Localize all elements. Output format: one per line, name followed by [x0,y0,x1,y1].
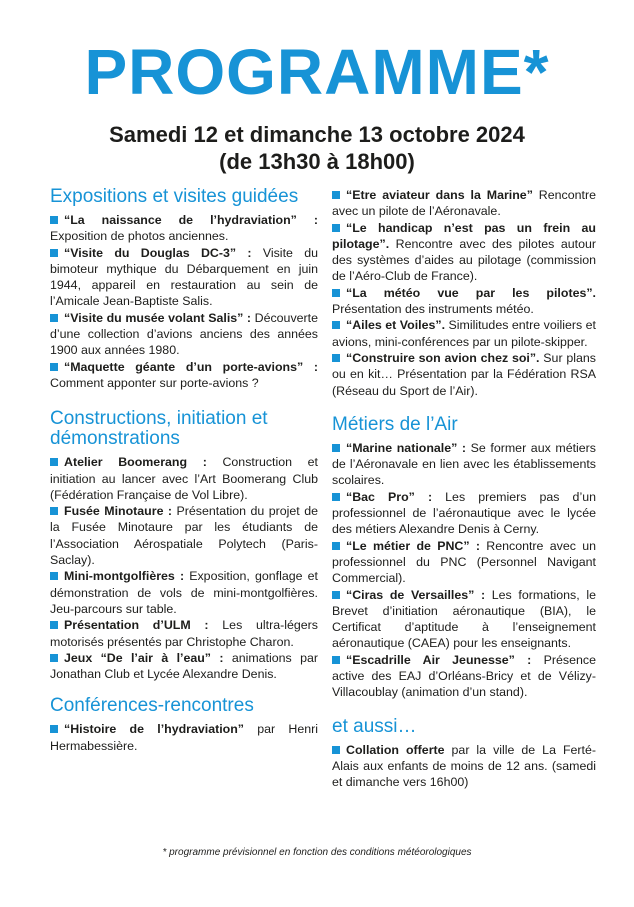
entry-text: Exposition, gonflage et démonstration de vols de mini-montgolfières. Jeu-parcours sur table. [50,569,318,616]
program-entry [332,489,596,538]
entry-label: “Construire son avion chez soi”. [346,350,540,365]
entry-text: Présentation du projet de la Fusée Minotaure par les étudiants de l’Association Aérospatiale Polytech (Paris-Saclay). [50,504,318,568]
left-column [50,187,318,754]
program-entry [332,587,596,652]
program-entry [332,350,596,399]
square-bullet-icon [332,493,340,501]
section-title-conferences: Conférences-rencontres [50,695,254,717]
entry-text: Les formations, le Brevet d’initiation aéronautique (BIA), le Certificat d’aptitude à l’enseignement aéronautique (CAEA) pour les enseignants. [332,587,596,651]
square-bullet-icon [50,314,58,322]
section-title-expositions: Expositions et visites guidées [50,186,299,207]
entry-text: Rencontre avec un pilote de l’Aéronavale. [332,188,596,219]
program-entry [332,220,596,285]
program-entry [50,568,318,617]
entry-label: “La météo vue par les pilotes”. [346,285,596,300]
entry-text: Similitudes entre voiliers et avions, mini-conférences par un pilote-skipper. [332,318,596,349]
square-bullet-icon [50,249,58,257]
square-bullet-icon [332,591,340,599]
entry-label: Atelier Boomerang : [64,455,207,470]
footnote: * programme prévisionnel en fonction des conditions météorologiques [162,847,472,858]
square-bullet-icon [332,321,340,329]
section-title-constructions: Constructions, initiation et démonstrations [50,408,268,450]
entry-label: Fusée Minotaure : [64,504,173,519]
square-bullet-icon [332,224,340,232]
square-bullet-icon [50,725,58,733]
section-conferences-continued [332,187,596,399]
entry-label: “Marine nationale” : [346,440,467,455]
entry-text: Comment apponter sur porte-avions ? [50,375,259,390]
entry-label: “Etre aviateur dans la Marine” [346,188,533,202]
entry-text: Sur plans ou en kit… Présentation par la Fédération RSA (Réseau du Sport de l’Air). [332,350,596,398]
program-entry [50,617,318,650]
entry-list [50,454,318,682]
section-expositions [50,187,318,391]
square-bullet-icon [50,621,58,629]
program-entry [50,245,318,310]
entry-label: “Visite du Douglas DC-3” : [64,245,252,260]
entry-text: Les ultra-légers motorisés présentés par Christophe Charon. [50,618,318,649]
square-bullet-icon [332,746,340,754]
program-entry [50,212,318,245]
entry-label: “Le métier de PNC” : [346,538,480,553]
entry-list [50,212,318,391]
square-bullet-icon [50,458,58,466]
entry-text: Exposition de photos anciennes. [50,229,229,244]
square-bullet-icon [332,289,340,297]
entry-label: Collation offerte [346,742,445,757]
section-title-metiers: Métiers de l’Air [332,413,458,435]
event-dates: Samedi 12 et dimanche 13 octobre 2024 [109,122,525,147]
entry-label: “Visite du musée volant Salis” : [64,310,252,325]
program-entry [50,454,318,503]
event-hours: (de 13h30 à 18h00) [219,149,415,174]
program-entry [332,317,596,350]
entry-label: Jeux “De l’air à l’eau” : [64,650,224,665]
program-entry [332,742,596,791]
square-bullet-icon [50,363,58,371]
entry-text: Visite du bimoteur mythique du Débarquement en juin 1944, appareil en restauration au sein de l’Amicale Jean-Baptiste Salis. [50,245,318,309]
square-bullet-icon [50,216,58,224]
entry-text: Rencontre avec un professionnel du PNC (Personnel Navigant Commercial). [332,538,596,586]
program-entry [332,187,596,220]
entry-text: animations par Jonathan Club et Lycée Alexandre Denis. [50,650,318,682]
entry-label: Mini-montgolfières : [64,569,185,584]
entry-label: “Maquette géante d’un porte-avions” : [64,359,318,374]
entry-text: par la ville de La Ferté-Alais aux enfants de moins de 12 ans. (samedi et dimanche vers 16h00) [332,742,596,790]
page-title: PROGRAMME* [84,36,550,108]
entry-label: “Le handicap n’est pas un frein au pilotage”. [332,220,596,251]
entry-list [332,440,596,701]
program-entry [332,285,596,318]
square-bullet-icon [332,354,340,362]
entry-label: “Ailes et Voiles”. [346,318,446,333]
program-entry [332,440,596,489]
square-bullet-icon [332,542,340,550]
program-entry [50,721,318,754]
section-metiers [332,415,596,701]
section-title-aussi: et aussi… [332,715,417,737]
section-aussi [332,717,596,791]
square-bullet-icon [50,654,58,662]
entry-label: “La naissance de l’hydraviation” : [64,213,318,227]
section-conferences [50,696,318,754]
entry-label: “Histoire de l’hydraviation” [64,722,245,737]
entry-label: “Escadrille Air Jeunesse” : [346,652,532,667]
program-entry [50,503,318,568]
right-column [332,187,596,791]
square-bullet-icon [332,191,340,199]
entry-text: par Henri Hermabessière. [50,722,318,753]
entry-text: Se former aux métiers de l’Aéronavale en lien avec les établissements scolaires. [332,440,596,488]
program-entry [332,538,596,587]
entry-label: Présentation d’ULM : [64,618,209,633]
entry-text: Les premiers pas d’un professionnel de l’aéronautique avec le lycée des métiers Alexandre Denis à Cerny. [332,489,596,537]
entry-text: Rencontre avec des pilotes autour des systèmes d’aides au pilotage (commission de l’Aéro-Club de France). [332,236,596,284]
entry-list [50,721,318,754]
entry-text: Présence active des EAJ d’Orléans-Bricy et de Vélizy-Villacoublay (animation d’un stand). [332,652,596,700]
square-bullet-icon [50,507,58,515]
entry-list [332,742,596,791]
entry-label: “Ciras de Versailles” : [346,587,486,602]
square-bullet-icon [332,656,340,664]
entry-text: Présentation des instruments météo. [332,302,534,317]
program-entry [50,359,318,392]
square-bullet-icon [332,444,340,452]
program-entry [50,650,318,683]
entry-text: Découverte d’une collection d’avions anciens des années 1900 aux années 1980. [50,310,318,358]
entry-text: Construction et initiation au lancer avec l’Art Boomerang Club (Fédération Française de Vol Libre). [50,455,319,502]
entry-list [332,187,596,399]
program-entry [50,310,318,359]
square-bullet-icon [50,572,58,580]
program-entry [332,652,596,701]
section-constructions [50,409,318,682]
entry-label: “Bac Pro” : [346,489,433,504]
